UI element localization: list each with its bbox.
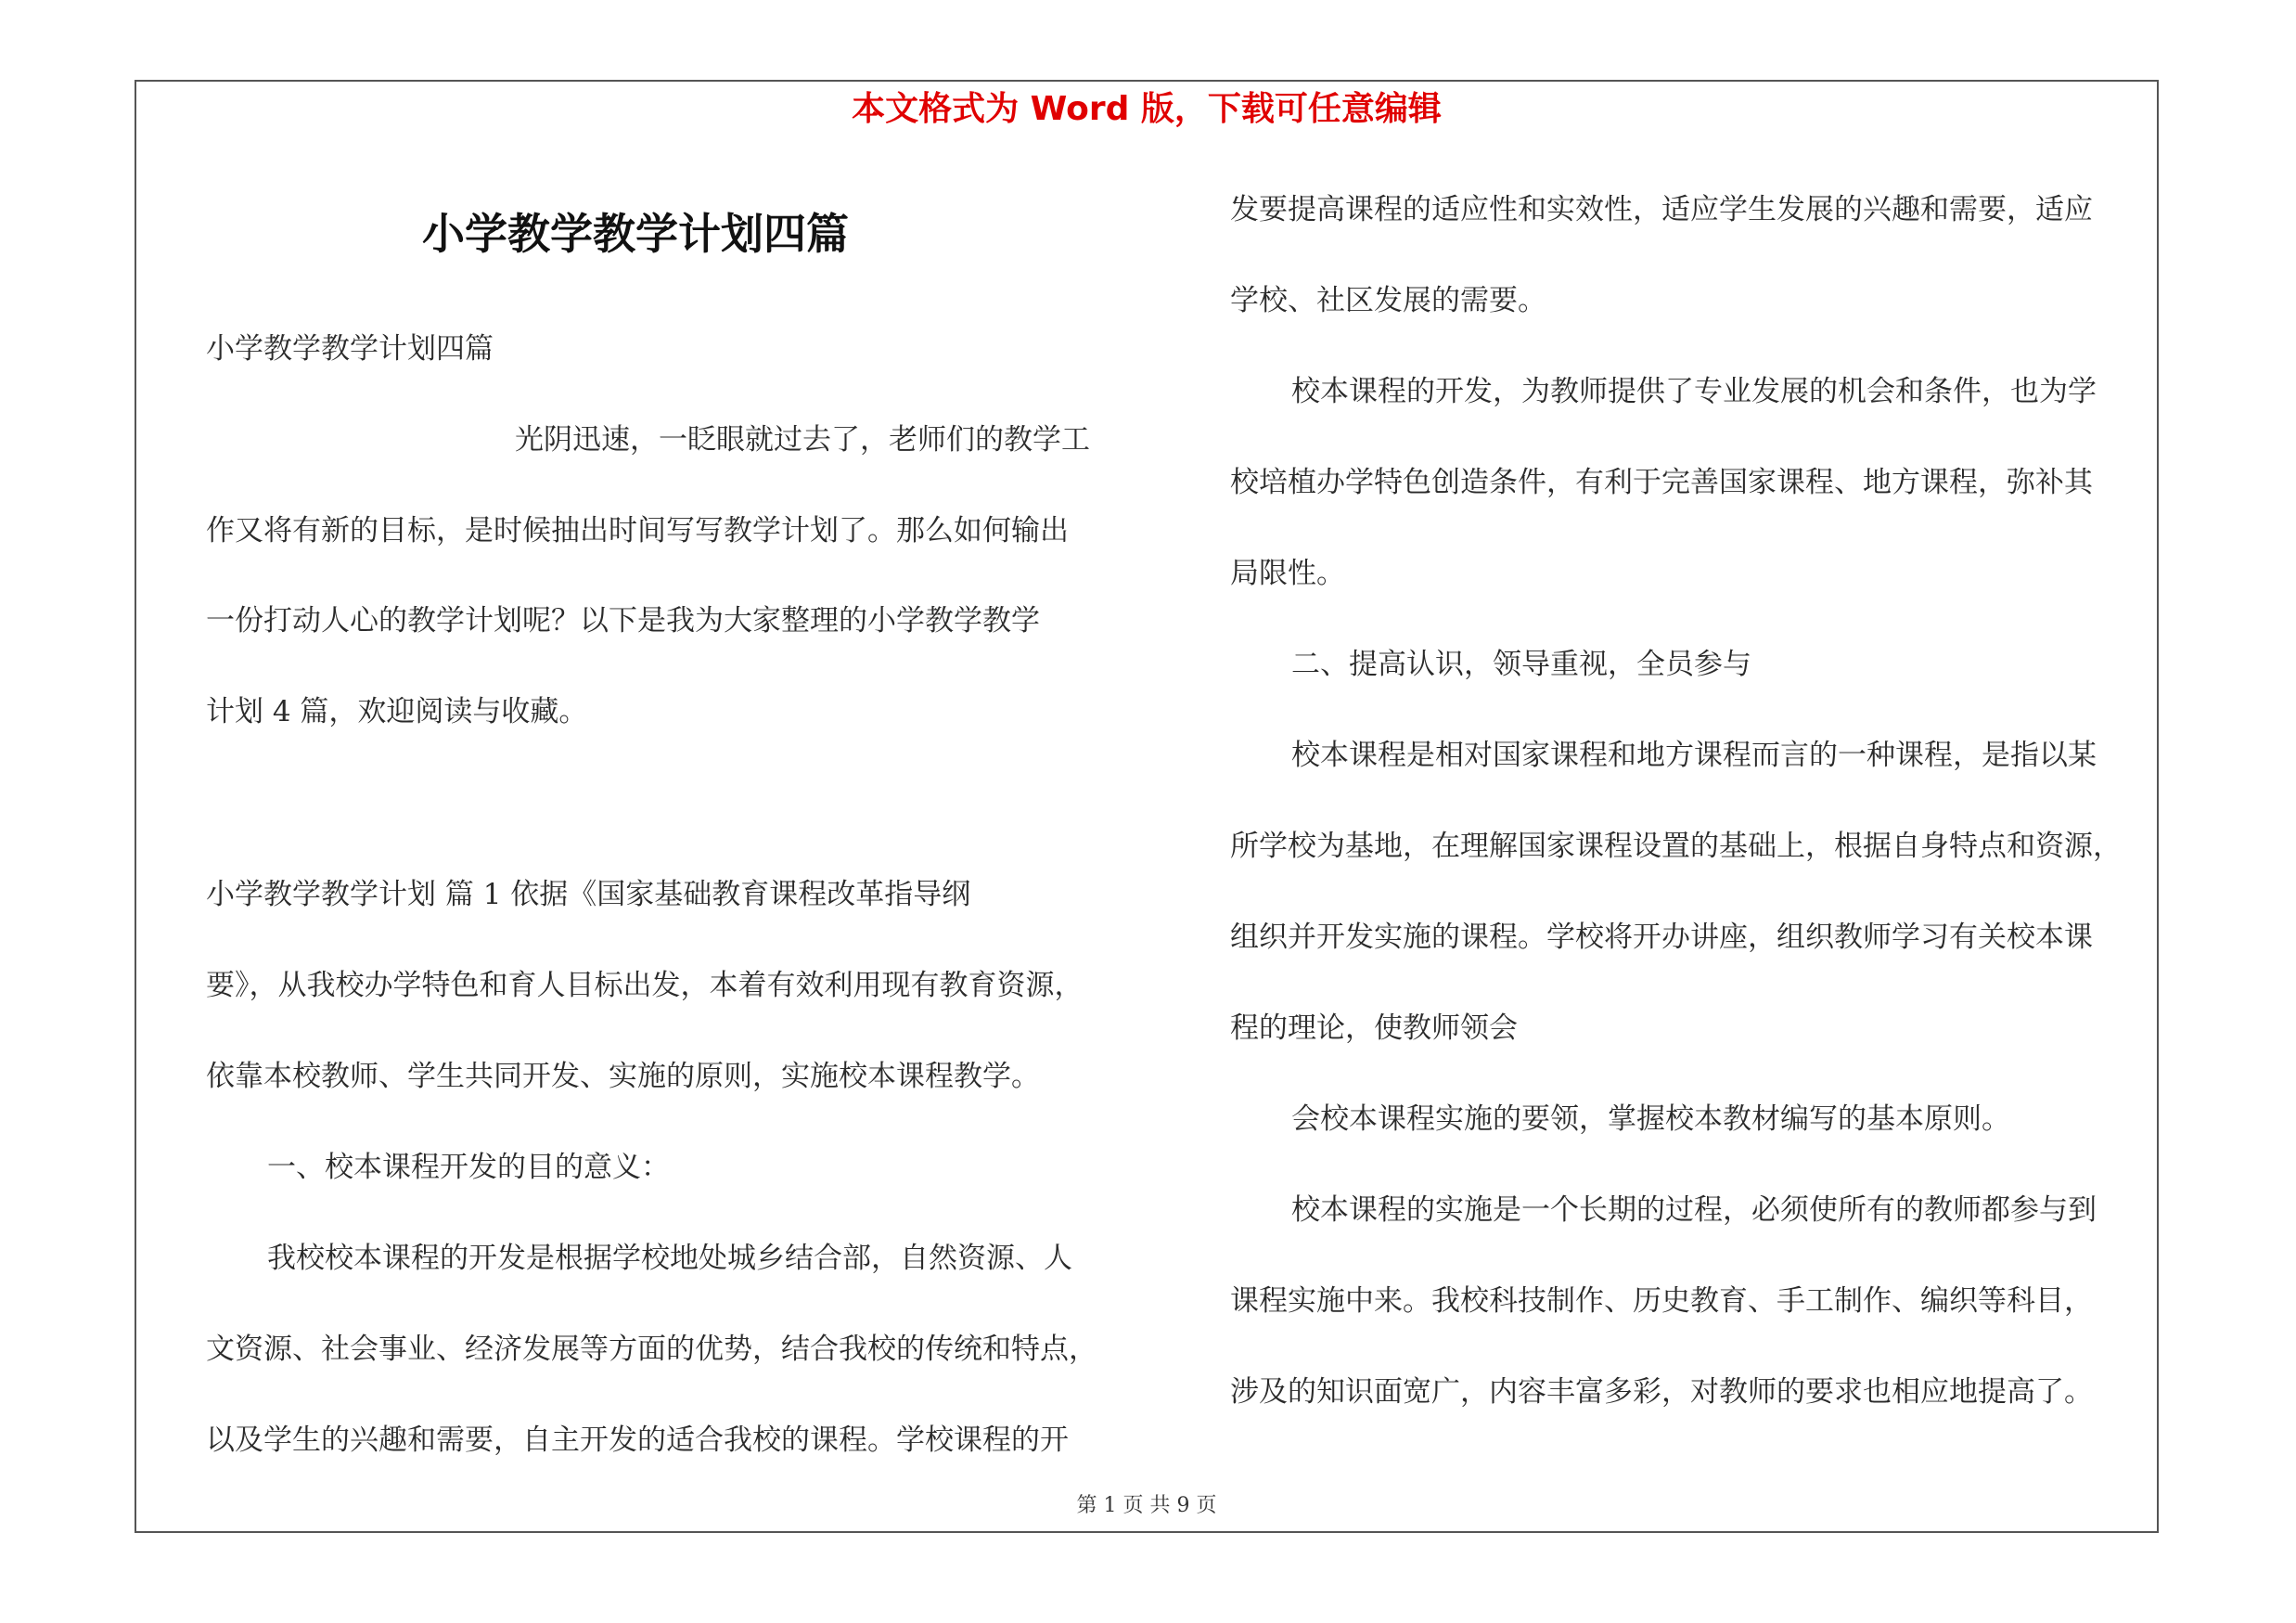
paragraph-line: 计划 4 篇，欢迎阅读与收藏。: [206, 695, 588, 728]
paragraph-line: 会校本课程实施的要领，掌握校本教材编写的基本原则。: [1291, 1102, 2010, 1136]
paragraph-line: 程的理论，使教师领会: [1230, 1011, 1518, 1045]
paragraph-line: 校本课程的开发，为教师提供了专业发展的机会和条件，也为学: [1291, 375, 2097, 408]
paragraph-line: 所学校为基地，在理解国家课程设置的基础上，根据自身特点和资源，: [1230, 830, 2122, 863]
editable-format-banner: 本文格式为 Word 版，下载可任意编辑: [852, 90, 1442, 128]
paragraph-line: 校本课程的实施是一个长期的过程，必须使所有的教师都参与到: [1291, 1193, 2097, 1227]
paragraph-line: 文资源、社会事业、经济发展等方面的优势，结合我校的传统和特点，: [206, 1333, 1097, 1366]
paragraph-line: 要》，从我校办学特色和育人目标出发，本着有效利用现有教育资源，: [206, 969, 1084, 1002]
paragraph-line: 局限性。: [1230, 557, 1345, 590]
paragraph-line: 一份打动人心的教学计划呢？以下是我为大家整理的小学教学教学: [206, 604, 1040, 638]
paragraph-line: 发要提高课程的适应性和实效性，适应学生发展的兴趣和需要，适应: [1230, 193, 2093, 226]
paragraph-line: 光阴迅速，一眨眼就过去了，老师们的教学工: [515, 423, 1090, 457]
paragraph-line: 依靠本校教师、学生共同开发、实施的原则，实施校本课程教学。: [206, 1060, 1040, 1093]
section-heading-line: 二、提高认识，领导重视，全员参与: [1291, 648, 1751, 681]
page-number-footer: 第 1 页 共 9 页: [1076, 1494, 1217, 1517]
section-heading-line: 一、校本课程开发的目的意义：: [267, 1151, 670, 1184]
paragraph-line: 学校、社区发展的需要。: [1230, 284, 1546, 317]
paragraph-line: 涉及的知识面宽广，内容丰富多彩，对教师的要求也相应地提高了。: [1230, 1375, 2093, 1409]
paragraph-line: 作又将有新的目标，是时候抽出时间写写教学计划了。那么如何输出: [206, 514, 1069, 547]
paragraph-line: 校培植办学特色创造条件，有利于完善国家课程、地方课程，弥补其: [1230, 466, 2093, 499]
section-heading-line: 小学教学教学计划 篇 1 依据《国家基础教育课程改革指导纲: [206, 878, 971, 911]
document-title: 小学教学教学计划四篇: [422, 209, 849, 259]
paragraph-line: 我校校本课程的开发是根据学校地处城乡结合部，自然资源、人: [267, 1242, 1072, 1275]
paragraph-line: 以及学生的兴趣和需要，自主开发的适合我校的课程。学校课程的开: [206, 1423, 1069, 1457]
paragraph-line: 课程实施中来。我校科技制作、历史教育、手工制作、编织等科目，: [1230, 1284, 2093, 1318]
paragraph-line: 组织并开发实施的课程。学校将开办讲座，组织教师学习有关校本课: [1230, 921, 2093, 954]
paragraph-line: 校本课程是相对国家课程和地方课程而言的一种课程，是指以某: [1291, 739, 2097, 772]
subtitle-line: 小学教学教学计划四篇: [206, 332, 494, 366]
